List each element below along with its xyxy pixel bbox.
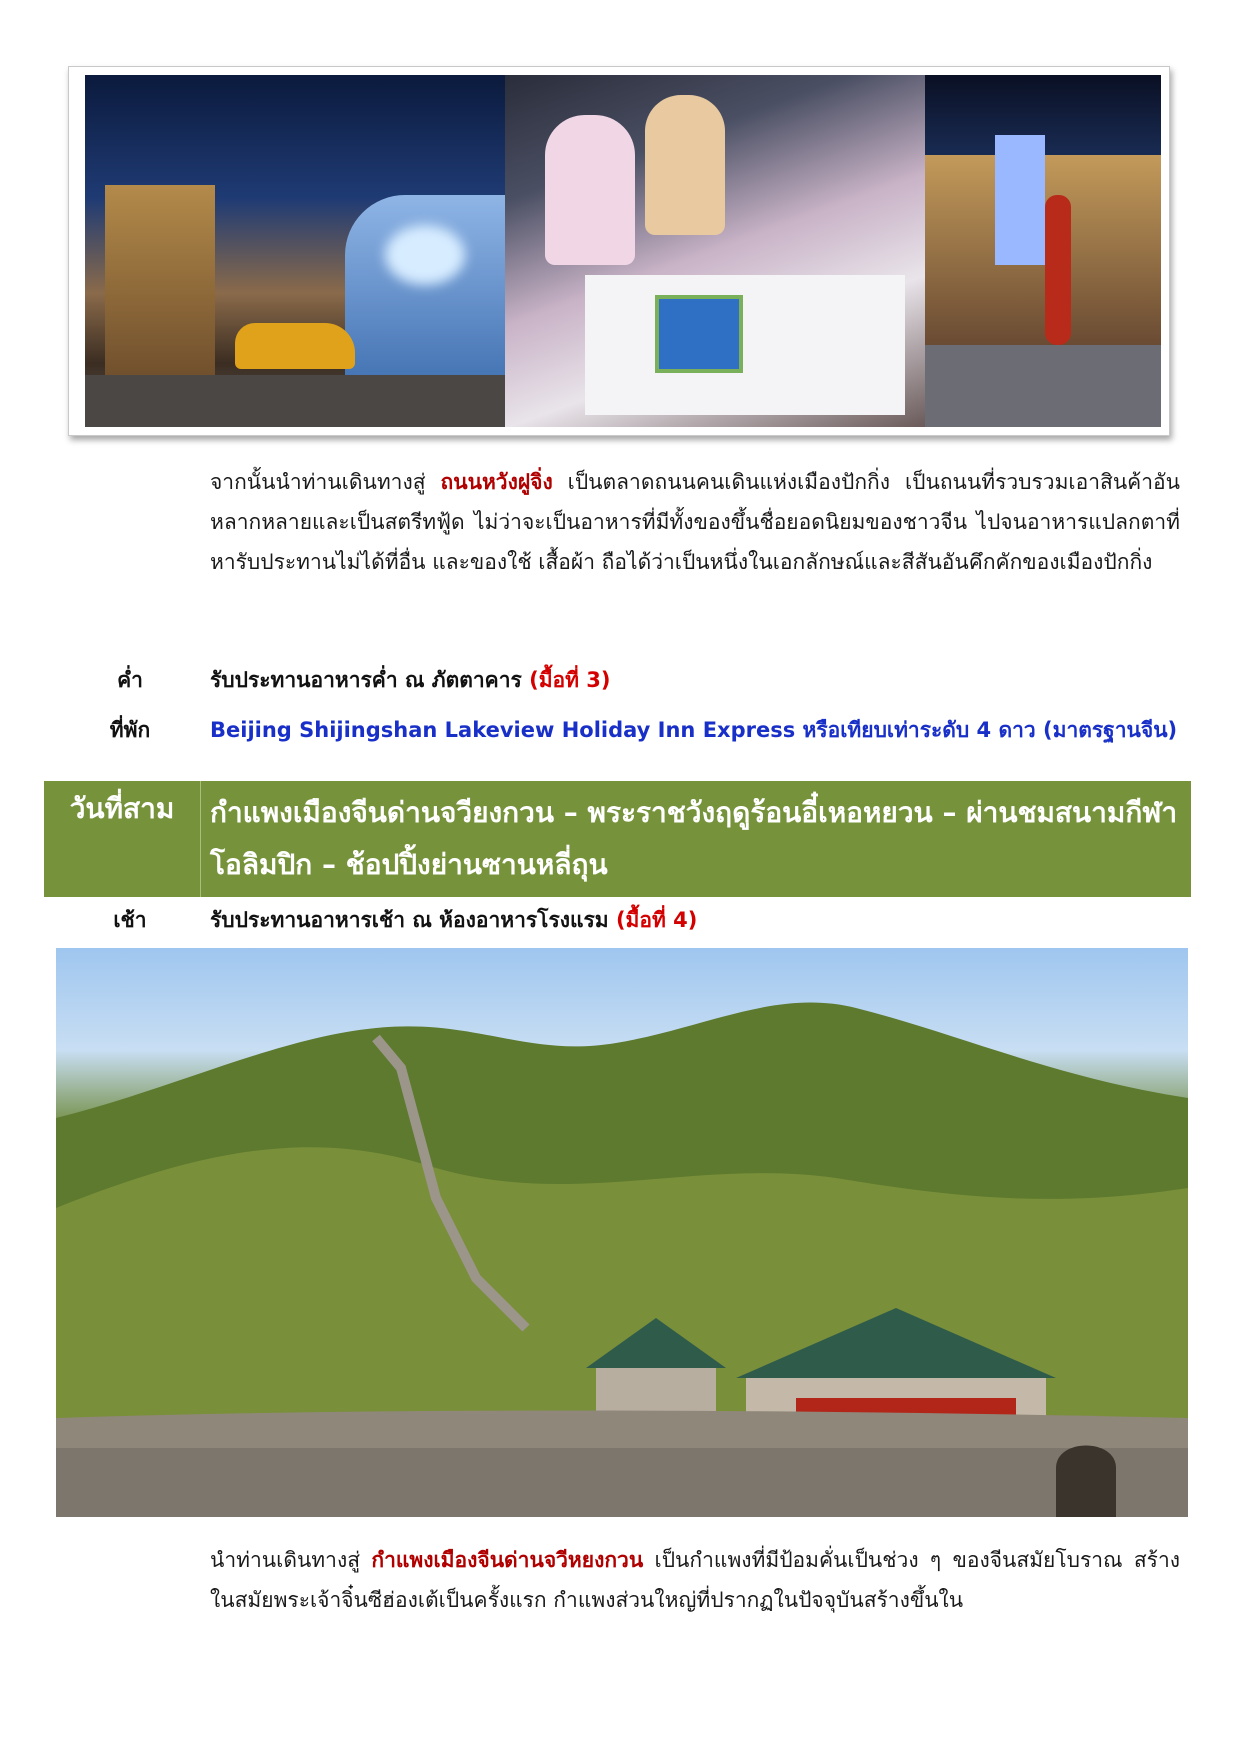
day-label: วันที่สาม <box>69 792 175 825</box>
hotel-text: Beijing Shijingshan Lakeview Holiday Inn Express หรือเทียบเท่าระดับ 4 ดาว (มาตรฐานจีน) <box>210 718 1178 742</box>
paragraph1-text-after: เป็นตลาดถนนคนเดินแห่งเมืองปักกิ่ง เป็นถนนที่รวบรวมเอาสินค้าอันหลากหลายและเป็นสตรีทฟู้ด ไม่ว่าจะเป็นอาหารที่มีทั้งของขึ้นชื่อยอดนิยมของชาวจีน ไปจนอาหารแปลกตาที่หารับประทานไม่ได้ที่อื่น และของใช้ เสื้อผ้า ถือได้ว่าเป็นหนึ่งในเอกลักษณ์และสีสันอันคึกคักของเมืองปักกิ่ง <box>210 470 1180 574</box>
toy-shop-photo <box>505 75 925 427</box>
hotel-label: ที่พัก <box>109 718 151 742</box>
great-wall-illustration <box>56 948 1188 1517</box>
banner-divider <box>200 781 201 897</box>
breakfast-description: รับประทานอาหารเช้า ณ ห้องอาหารโรงแรม <box>210 908 616 932</box>
dinner-description: รับประทานอาหารค่ำ ณ ภัตตาคาร <box>210 668 530 692</box>
paragraph1-text-before: จากนั้นนำท่านเดินทางสู่ <box>210 470 441 494</box>
paragraph2-text-before: นำท่านเดินทางสู่ <box>210 1548 372 1572</box>
dinner-label: ค่ำ <box>117 668 143 692</box>
wangfujing-description <box>210 462 1180 582</box>
photo-collage <box>68 66 1170 436</box>
breakfast-meal-number: (มื้อที่ 4) <box>615 908 698 932</box>
juyongguan-description <box>210 1540 1180 1620</box>
breakfast-label: เช้า <box>113 908 147 932</box>
day-three-banner <box>44 781 1191 897</box>
breakfast-text <box>210 904 697 937</box>
wangfujing-highlight: ถนนหวังฝูจิ่ง <box>440 470 553 494</box>
street-snack-photo <box>925 75 1161 427</box>
day-title: กำแพงเมืองจีนด่านจวียงกวน – พระราชวังฤดูร้อนอี๋เหอหยวน – ผ่านชมสนามกีฬาโอลิมปิก – ช้อปปิ้งย่านซานหลี่ถุน <box>210 796 1178 881</box>
paragraph2-text-after: เป็นกำแพงที่มีป้อมคั่นเป็นช่วง ๆ ของจีนสมัยโบราณ สร้างในสมัยพระเจ้าจิ๋นซีฮ่องเต้เป็นครั้งแรก กำแพงส่วนใหญ่ที่ปรากฏในปัจจุบันสร้างขึ้นใน <box>210 1548 1180 1612</box>
great-wall-photo <box>56 948 1188 1517</box>
dinner-meal-number: (มื้อที่ 3) <box>529 668 611 692</box>
street-night-photo <box>85 75 505 427</box>
juyongguan-highlight: กำแพงเมืองจีนด่านจวีหยงกวน <box>371 1548 644 1572</box>
dinner-text <box>210 664 611 697</box>
